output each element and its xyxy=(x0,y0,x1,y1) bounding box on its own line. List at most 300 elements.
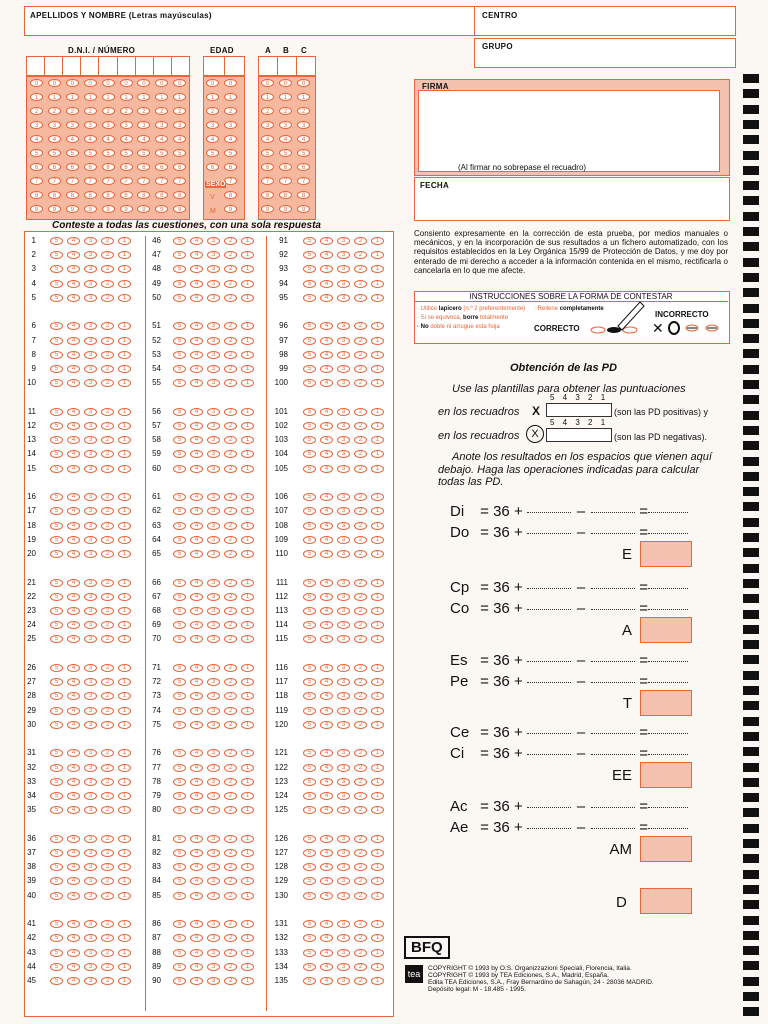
digit-bubble[interactable]: 7 xyxy=(66,177,79,185)
blank-positive[interactable] xyxy=(527,681,571,683)
digit-bubble[interactable]: 3 xyxy=(120,121,133,129)
answer-bubble[interactable]: 3 xyxy=(337,337,350,345)
answer-bubble[interactable]: 5 xyxy=(303,593,316,601)
answer-bubble[interactable]: 1 xyxy=(118,280,131,288)
answer-bubble[interactable]: 2 xyxy=(354,863,367,871)
answer-bubble[interactable]: 3 xyxy=(337,365,350,373)
answer-bubble[interactable]: 2 xyxy=(354,635,367,643)
answer-bubble[interactable]: 1 xyxy=(118,507,131,515)
answer-bubble[interactable]: 1 xyxy=(118,849,131,857)
answer-bubble[interactable]: 1 xyxy=(371,294,384,302)
answer-bubble[interactable]: 5 xyxy=(173,835,186,843)
digit-bubble[interactable]: 9 xyxy=(120,205,133,213)
blank-result[interactable] xyxy=(648,753,688,755)
answer-bubble[interactable]: 4 xyxy=(320,621,333,629)
answer-bubble[interactable]: 1 xyxy=(118,621,131,629)
answer-bubble[interactable]: 2 xyxy=(101,579,114,587)
answer-bubble[interactable]: 4 xyxy=(67,294,80,302)
digit-bubble[interactable]: 9 xyxy=(102,205,115,213)
answer-bubble[interactable]: 2 xyxy=(224,849,237,857)
answer-bubble[interactable]: 3 xyxy=(84,863,97,871)
answer-bubble[interactable]: 4 xyxy=(67,877,80,885)
answer-bubble[interactable]: 1 xyxy=(118,721,131,729)
answer-bubble[interactable]: 3 xyxy=(207,422,220,430)
digit-bubble[interactable]: 7 xyxy=(48,177,61,185)
answer-bubble[interactable]: 3 xyxy=(84,849,97,857)
answer-bubble[interactable]: 2 xyxy=(101,863,114,871)
answer-bubble[interactable]: 3 xyxy=(207,365,220,373)
answer-bubble[interactable]: 2 xyxy=(224,778,237,786)
digit-bubble[interactable]: 5 xyxy=(155,149,168,157)
answer-bubble[interactable]: 4 xyxy=(320,536,333,544)
answer-bubble[interactable]: 2 xyxy=(354,365,367,373)
digit-bubble[interactable]: 4 xyxy=(66,135,79,143)
answer-bubble[interactable]: 2 xyxy=(101,678,114,686)
answer-bubble[interactable]: 2 xyxy=(101,237,114,245)
answer-bubble[interactable]: 3 xyxy=(84,749,97,757)
answer-bubble[interactable]: 2 xyxy=(101,764,114,772)
answer-bubble[interactable]: 3 xyxy=(207,408,220,416)
digit-bubble[interactable]: 9 xyxy=(261,205,274,213)
answer-bubble[interactable]: 2 xyxy=(224,692,237,700)
blank-result[interactable] xyxy=(648,587,688,589)
answer-bubble[interactable]: 2 xyxy=(354,778,367,786)
answer-bubble[interactable]: 4 xyxy=(67,977,80,985)
digit-bubble[interactable]: 0 xyxy=(102,79,115,87)
answer-bubble[interactable]: 2 xyxy=(354,707,367,715)
answer-bubble[interactable]: 4 xyxy=(67,778,80,786)
answer-bubble[interactable]: 5 xyxy=(173,507,186,515)
answer-bubble[interactable]: 1 xyxy=(371,536,384,544)
answer-bubble[interactable]: 5 xyxy=(303,322,316,330)
answer-bubble[interactable]: 2 xyxy=(101,436,114,444)
answer-bubble[interactable]: 2 xyxy=(101,892,114,900)
answer-bubble[interactable]: 2 xyxy=(354,265,367,273)
answer-bubble[interactable]: 2 xyxy=(354,322,367,330)
answer-bubble[interactable]: 1 xyxy=(118,635,131,643)
answer-bubble[interactable]: 1 xyxy=(241,251,254,259)
digit-bubble[interactable]: 8 xyxy=(66,191,79,199)
answer-bubble[interactable]: 3 xyxy=(337,522,350,530)
answer-bubble[interactable]: 5 xyxy=(50,664,63,672)
digit-bubble[interactable]: 1 xyxy=(155,93,168,101)
answer-bubble[interactable]: 1 xyxy=(371,749,384,757)
answer-bubble[interactable]: 2 xyxy=(224,436,237,444)
answer-bubble[interactable]: 5 xyxy=(173,607,186,615)
answer-bubble[interactable]: 1 xyxy=(371,707,384,715)
answer-bubble[interactable]: 4 xyxy=(67,251,80,259)
answer-bubble[interactable]: 1 xyxy=(118,237,131,245)
answer-bubble[interactable]: 4 xyxy=(190,721,203,729)
answer-bubble[interactable]: 5 xyxy=(50,892,63,900)
digit-bubble[interactable]: 1 xyxy=(102,93,115,101)
digit-bubble[interactable]: 8 xyxy=(120,191,133,199)
answer-bubble[interactable]: 5 xyxy=(303,536,316,544)
answer-bubble[interactable]: 3 xyxy=(84,949,97,957)
answer-bubble[interactable]: 5 xyxy=(50,351,63,359)
answer-bubble[interactable]: 2 xyxy=(101,607,114,615)
answer-bubble[interactable]: 1 xyxy=(371,692,384,700)
answer-bubble[interactable]: 2 xyxy=(354,465,367,473)
answer-bubble[interactable]: 2 xyxy=(224,365,237,373)
answer-bubble[interactable]: 2 xyxy=(101,251,114,259)
answer-bubble[interactable]: 2 xyxy=(354,337,367,345)
answer-bubble[interactable]: 2 xyxy=(354,294,367,302)
answer-bubble[interactable]: 2 xyxy=(224,251,237,259)
answer-bubble[interactable]: 2 xyxy=(101,322,114,330)
answer-bubble[interactable]: 3 xyxy=(337,450,350,458)
answer-bubble[interactable]: 5 xyxy=(173,593,186,601)
answer-bubble[interactable]: 4 xyxy=(67,707,80,715)
answer-bubble[interactable]: 1 xyxy=(241,379,254,387)
answer-bubble[interactable]: 3 xyxy=(84,778,97,786)
answer-bubble[interactable]: 4 xyxy=(67,863,80,871)
answer-bubble[interactable]: 3 xyxy=(337,294,350,302)
answer-bubble[interactable]: 2 xyxy=(224,593,237,601)
answer-bubble[interactable]: 2 xyxy=(224,678,237,686)
answer-bubble[interactable]: 4 xyxy=(190,707,203,715)
answer-bubble[interactable]: 5 xyxy=(303,920,316,928)
digit-bubble[interactable]: 2 xyxy=(120,107,133,115)
answer-bubble[interactable]: 3 xyxy=(207,792,220,800)
digit-bubble[interactable]: 8 xyxy=(297,191,310,199)
answer-bubble[interactable]: 4 xyxy=(67,607,80,615)
answer-bubble[interactable]: 2 xyxy=(101,949,114,957)
answer-bubble[interactable]: 3 xyxy=(207,835,220,843)
answer-bubble[interactable]: 4 xyxy=(320,863,333,871)
answer-bubble[interactable]: 3 xyxy=(337,892,350,900)
answer-bubble[interactable]: 5 xyxy=(50,707,63,715)
answer-bubble[interactable]: 5 xyxy=(50,379,63,387)
answer-bubble[interactable]: 5 xyxy=(303,351,316,359)
answer-bubble[interactable]: 1 xyxy=(371,892,384,900)
answer-bubble[interactable]: 2 xyxy=(354,351,367,359)
answer-bubble[interactable]: 2 xyxy=(101,963,114,971)
answer-bubble[interactable]: 5 xyxy=(50,863,63,871)
answer-bubble[interactable]: 4 xyxy=(320,792,333,800)
answer-bubble[interactable]: 4 xyxy=(320,493,333,501)
digit-bubble[interactable]: 7 xyxy=(30,177,43,185)
blank-positive[interactable] xyxy=(527,511,571,513)
answer-bubble[interactable]: 3 xyxy=(337,707,350,715)
answer-bubble[interactable]: 5 xyxy=(50,721,63,729)
answer-bubble[interactable]: 5 xyxy=(173,351,186,359)
answer-bubble[interactable]: 1 xyxy=(371,849,384,857)
result-box-d[interactable] xyxy=(640,888,692,914)
answer-bubble[interactable]: 2 xyxy=(224,351,237,359)
answer-bubble[interactable]: 1 xyxy=(371,408,384,416)
answer-bubble[interactable]: 4 xyxy=(320,963,333,971)
digit-bubble[interactable]: 2 xyxy=(102,107,115,115)
answer-bubble[interactable]: 3 xyxy=(207,707,220,715)
answer-bubble[interactable]: 2 xyxy=(224,764,237,772)
answer-bubble[interactable]: 2 xyxy=(354,920,367,928)
digit-bubble[interactable]: 5 xyxy=(102,149,115,157)
answer-bubble[interactable]: 2 xyxy=(224,892,237,900)
answer-bubble[interactable]: 2 xyxy=(354,379,367,387)
answer-bubble[interactable]: 2 xyxy=(354,621,367,629)
answer-bubble[interactable]: 5 xyxy=(303,664,316,672)
answer-bubble[interactable]: 3 xyxy=(207,237,220,245)
digit-bubble[interactable]: 1 xyxy=(261,93,274,101)
answer-bubble[interactable]: 5 xyxy=(303,507,316,515)
answer-bubble[interactable]: 3 xyxy=(337,536,350,544)
answer-bubble[interactable]: 1 xyxy=(371,237,384,245)
result-box[interactable] xyxy=(640,836,692,862)
answer-bubble[interactable]: 3 xyxy=(337,422,350,430)
answer-bubble[interactable]: 2 xyxy=(101,707,114,715)
answer-bubble[interactable]: 2 xyxy=(101,934,114,942)
pd-row1-box[interactable] xyxy=(546,403,612,417)
answer-bubble[interactable]: 4 xyxy=(190,977,203,985)
answer-bubble[interactable]: 4 xyxy=(320,977,333,985)
answer-bubble[interactable]: 4 xyxy=(67,920,80,928)
answer-bubble[interactable]: 1 xyxy=(241,849,254,857)
answer-bubble[interactable]: 4 xyxy=(190,237,203,245)
answer-bubble[interactable]: 1 xyxy=(371,621,384,629)
digit-bubble[interactable]: 5 xyxy=(30,149,43,157)
blank-positive[interactable] xyxy=(527,532,571,534)
answer-bubble[interactable]: 5 xyxy=(303,949,316,957)
answer-bubble[interactable]: 3 xyxy=(207,806,220,814)
answer-bubble[interactable]: 1 xyxy=(371,934,384,942)
answer-bubble[interactable]: 1 xyxy=(241,692,254,700)
answer-bubble[interactable]: 3 xyxy=(207,849,220,857)
answer-bubble[interactable]: 5 xyxy=(50,678,63,686)
answer-bubble[interactable]: 2 xyxy=(224,550,237,558)
answer-bubble[interactable]: 3 xyxy=(84,237,97,245)
digit-bubble[interactable]: 2 xyxy=(84,107,97,115)
answer-bubble[interactable]: 1 xyxy=(118,792,131,800)
answer-bubble[interactable]: 5 xyxy=(303,251,316,259)
answer-bubble[interactable]: 1 xyxy=(118,778,131,786)
answer-bubble[interactable]: 5 xyxy=(50,692,63,700)
digit-bubble[interactable]: 8 xyxy=(224,191,237,199)
digit-bubble[interactable]: 5 xyxy=(48,149,61,157)
answer-bubble[interactable]: 2 xyxy=(224,280,237,288)
answer-bubble[interactable]: 4 xyxy=(320,849,333,857)
answer-bubble[interactable]: 5 xyxy=(50,949,63,957)
answer-bubble[interactable]: 1 xyxy=(241,337,254,345)
answer-bubble[interactable]: 5 xyxy=(50,621,63,629)
digit-bubble[interactable]: 4 xyxy=(279,135,292,143)
digit-bubble[interactable]: 7 xyxy=(173,177,186,185)
answer-bubble[interactable]: 1 xyxy=(371,337,384,345)
answer-bubble[interactable]: 4 xyxy=(67,963,80,971)
answer-bubble[interactable]: 1 xyxy=(118,920,131,928)
answer-bubble[interactable]: 5 xyxy=(173,579,186,587)
blank-negative[interactable] xyxy=(591,732,635,734)
answer-bubble[interactable]: 5 xyxy=(303,294,316,302)
blank-negative[interactable] xyxy=(591,827,635,829)
answer-bubble[interactable]: 1 xyxy=(241,707,254,715)
answer-bubble[interactable]: 3 xyxy=(84,436,97,444)
answer-bubble[interactable]: 1 xyxy=(241,507,254,515)
answer-bubble[interactable]: 3 xyxy=(337,920,350,928)
answer-bubble[interactable]: 3 xyxy=(337,692,350,700)
answer-bubble[interactable]: 4 xyxy=(67,337,80,345)
answer-bubble[interactable]: 1 xyxy=(241,934,254,942)
answer-bubble[interactable]: 4 xyxy=(190,422,203,430)
answer-bubble[interactable]: 4 xyxy=(320,408,333,416)
answer-bubble[interactable]: 1 xyxy=(371,977,384,985)
answer-bubble[interactable]: 3 xyxy=(207,920,220,928)
digit-bubble[interactable]: 3 xyxy=(155,121,168,129)
answer-bubble[interactable]: 1 xyxy=(118,450,131,458)
digit-bubble[interactable]: 3 xyxy=(84,121,97,129)
digit-bubble[interactable]: 9 xyxy=(66,205,79,213)
answer-bubble[interactable]: 1 xyxy=(371,379,384,387)
answer-bubble[interactable]: 4 xyxy=(320,351,333,359)
answer-bubble[interactable]: 3 xyxy=(207,607,220,615)
answer-bubble[interactable]: 2 xyxy=(224,265,237,273)
answer-bubble[interactable]: 2 xyxy=(224,721,237,729)
result-box[interactable] xyxy=(640,541,692,567)
answer-bubble[interactable]: 3 xyxy=(84,337,97,345)
answer-bubble[interactable]: 1 xyxy=(118,593,131,601)
answer-bubble[interactable]: 3 xyxy=(84,835,97,843)
digit-bubble[interactable]: 5 xyxy=(173,149,186,157)
digit-bubble[interactable]: 4 xyxy=(155,135,168,143)
answer-bubble[interactable]: 1 xyxy=(371,835,384,843)
answer-bubble[interactable]: 4 xyxy=(320,877,333,885)
answer-bubble[interactable]: 4 xyxy=(190,963,203,971)
answer-bubble[interactable]: 2 xyxy=(224,863,237,871)
answer-bubble[interactable]: 2 xyxy=(224,579,237,587)
answer-bubble[interactable]: 5 xyxy=(50,877,63,885)
answer-bubble[interactable]: 3 xyxy=(207,692,220,700)
answer-bubble[interactable]: 1 xyxy=(371,522,384,530)
answer-bubble[interactable]: 1 xyxy=(371,877,384,885)
answer-bubble[interactable]: 5 xyxy=(303,422,316,430)
answer-bubble[interactable]: 5 xyxy=(173,621,186,629)
answer-bubble[interactable]: 5 xyxy=(303,778,316,786)
answer-bubble[interactable]: 4 xyxy=(190,593,203,601)
answer-bubble[interactable]: 4 xyxy=(190,265,203,273)
blank-positive[interactable] xyxy=(527,660,571,662)
answer-bubble[interactable]: 1 xyxy=(118,379,131,387)
answer-bubble[interactable]: 2 xyxy=(224,792,237,800)
answer-bubble[interactable]: 4 xyxy=(67,692,80,700)
answer-bubble[interactable]: 5 xyxy=(50,237,63,245)
answer-bubble[interactable]: 1 xyxy=(371,678,384,686)
answer-bubble[interactable]: 5 xyxy=(50,408,63,416)
digit-bubble[interactable]: 5 xyxy=(224,149,237,157)
digit-bubble[interactable]: 8 xyxy=(155,191,168,199)
digit-bubble[interactable]: 7 xyxy=(155,177,168,185)
blank-result[interactable] xyxy=(648,532,688,534)
answer-bubble[interactable]: 1 xyxy=(241,351,254,359)
answer-bubble[interactable]: 4 xyxy=(190,877,203,885)
answer-bubble[interactable]: 3 xyxy=(207,294,220,302)
answer-bubble[interactable]: 1 xyxy=(118,493,131,501)
answer-bubble[interactable]: 3 xyxy=(207,379,220,387)
digit-bubble[interactable]: 5 xyxy=(297,149,310,157)
answer-bubble[interactable]: 5 xyxy=(50,977,63,985)
digit-bubble[interactable]: 4 xyxy=(224,135,237,143)
answer-bubble[interactable]: 2 xyxy=(354,593,367,601)
answer-bubble[interactable]: 4 xyxy=(67,593,80,601)
digit-bubble[interactable]: 4 xyxy=(206,135,219,143)
digit-bubble[interactable]: 0 xyxy=(48,79,61,87)
answer-bubble[interactable]: 2 xyxy=(101,408,114,416)
answer-bubble[interactable]: 5 xyxy=(50,635,63,643)
digit-bubble[interactable]: 3 xyxy=(224,121,237,129)
digit-bubble[interactable]: 1 xyxy=(224,93,237,101)
answer-bubble[interactable]: 5 xyxy=(173,863,186,871)
answer-bubble[interactable]: 1 xyxy=(371,721,384,729)
digit-bubble[interactable]: 3 xyxy=(173,121,186,129)
digit-bubble[interactable]: 6 xyxy=(48,163,61,171)
answer-bubble[interactable]: 3 xyxy=(337,721,350,729)
answer-bubble[interactable]: 5 xyxy=(303,721,316,729)
digit-bubble[interactable]: 5 xyxy=(206,149,219,157)
digit-bubble[interactable]: 3 xyxy=(206,121,219,129)
answer-bubble[interactable]: 2 xyxy=(101,621,114,629)
answer-bubble[interactable]: 1 xyxy=(371,949,384,957)
answer-bubble[interactable]: 5 xyxy=(50,280,63,288)
digit-bubble[interactable]: 5 xyxy=(279,149,292,157)
answer-bubble[interactable]: 3 xyxy=(207,678,220,686)
answer-bubble[interactable]: 2 xyxy=(224,450,237,458)
answer-bubble[interactable]: 3 xyxy=(84,892,97,900)
answer-bubble[interactable]: 4 xyxy=(67,835,80,843)
answer-bubble[interactable]: 4 xyxy=(67,536,80,544)
answer-bubble[interactable]: 1 xyxy=(241,365,254,373)
answer-bubble[interactable]: 2 xyxy=(101,792,114,800)
answer-bubble[interactable]: 1 xyxy=(241,963,254,971)
digit-bubble[interactable]: 1 xyxy=(120,93,133,101)
answer-bubble[interactable]: 2 xyxy=(354,408,367,416)
answer-bubble[interactable]: 3 xyxy=(337,379,350,387)
answer-bubble[interactable]: 4 xyxy=(320,664,333,672)
answer-bubble[interactable]: 5 xyxy=(303,607,316,615)
result-box[interactable] xyxy=(640,617,692,643)
answer-bubble[interactable]: 5 xyxy=(173,792,186,800)
answer-bubble[interactable]: 5 xyxy=(303,408,316,416)
digit-bubble[interactable]: 0 xyxy=(261,79,274,87)
answer-bubble[interactable]: 5 xyxy=(173,265,186,273)
answer-bubble[interactable]: 2 xyxy=(354,536,367,544)
answer-bubble[interactable]: 1 xyxy=(371,863,384,871)
answer-bubble[interactable]: 5 xyxy=(173,280,186,288)
answer-bubble[interactable]: 4 xyxy=(190,764,203,772)
digit-bubble[interactable]: 7 xyxy=(297,177,310,185)
answer-bubble[interactable]: 1 xyxy=(118,692,131,700)
result-box[interactable] xyxy=(640,690,692,716)
answer-bubble[interactable]: 1 xyxy=(241,436,254,444)
answer-bubble[interactable]: 4 xyxy=(67,550,80,558)
answer-bubble[interactable]: 1 xyxy=(118,934,131,942)
answer-bubble[interactable]: 1 xyxy=(371,251,384,259)
answer-bubble[interactable]: 2 xyxy=(354,877,367,885)
answer-bubble[interactable]: 5 xyxy=(303,863,316,871)
blank-negative[interactable] xyxy=(591,587,635,589)
answer-bubble[interactable]: 4 xyxy=(320,294,333,302)
answer-bubble[interactable]: 4 xyxy=(190,351,203,359)
answer-bubble[interactable]: 3 xyxy=(207,507,220,515)
answer-bubble[interactable]: 5 xyxy=(50,265,63,273)
answer-bubble[interactable]: 2 xyxy=(354,450,367,458)
answer-bubble[interactable]: 5 xyxy=(173,365,186,373)
answer-bubble[interactable]: 5 xyxy=(303,792,316,800)
answer-bubble[interactable]: 2 xyxy=(101,692,114,700)
digit-bubble[interactable]: 2 xyxy=(224,107,237,115)
blank-positive[interactable] xyxy=(527,608,571,610)
digit-bubble[interactable]: 7 xyxy=(120,177,133,185)
answer-bubble[interactable]: 5 xyxy=(173,294,186,302)
answer-bubble[interactable]: 1 xyxy=(371,635,384,643)
